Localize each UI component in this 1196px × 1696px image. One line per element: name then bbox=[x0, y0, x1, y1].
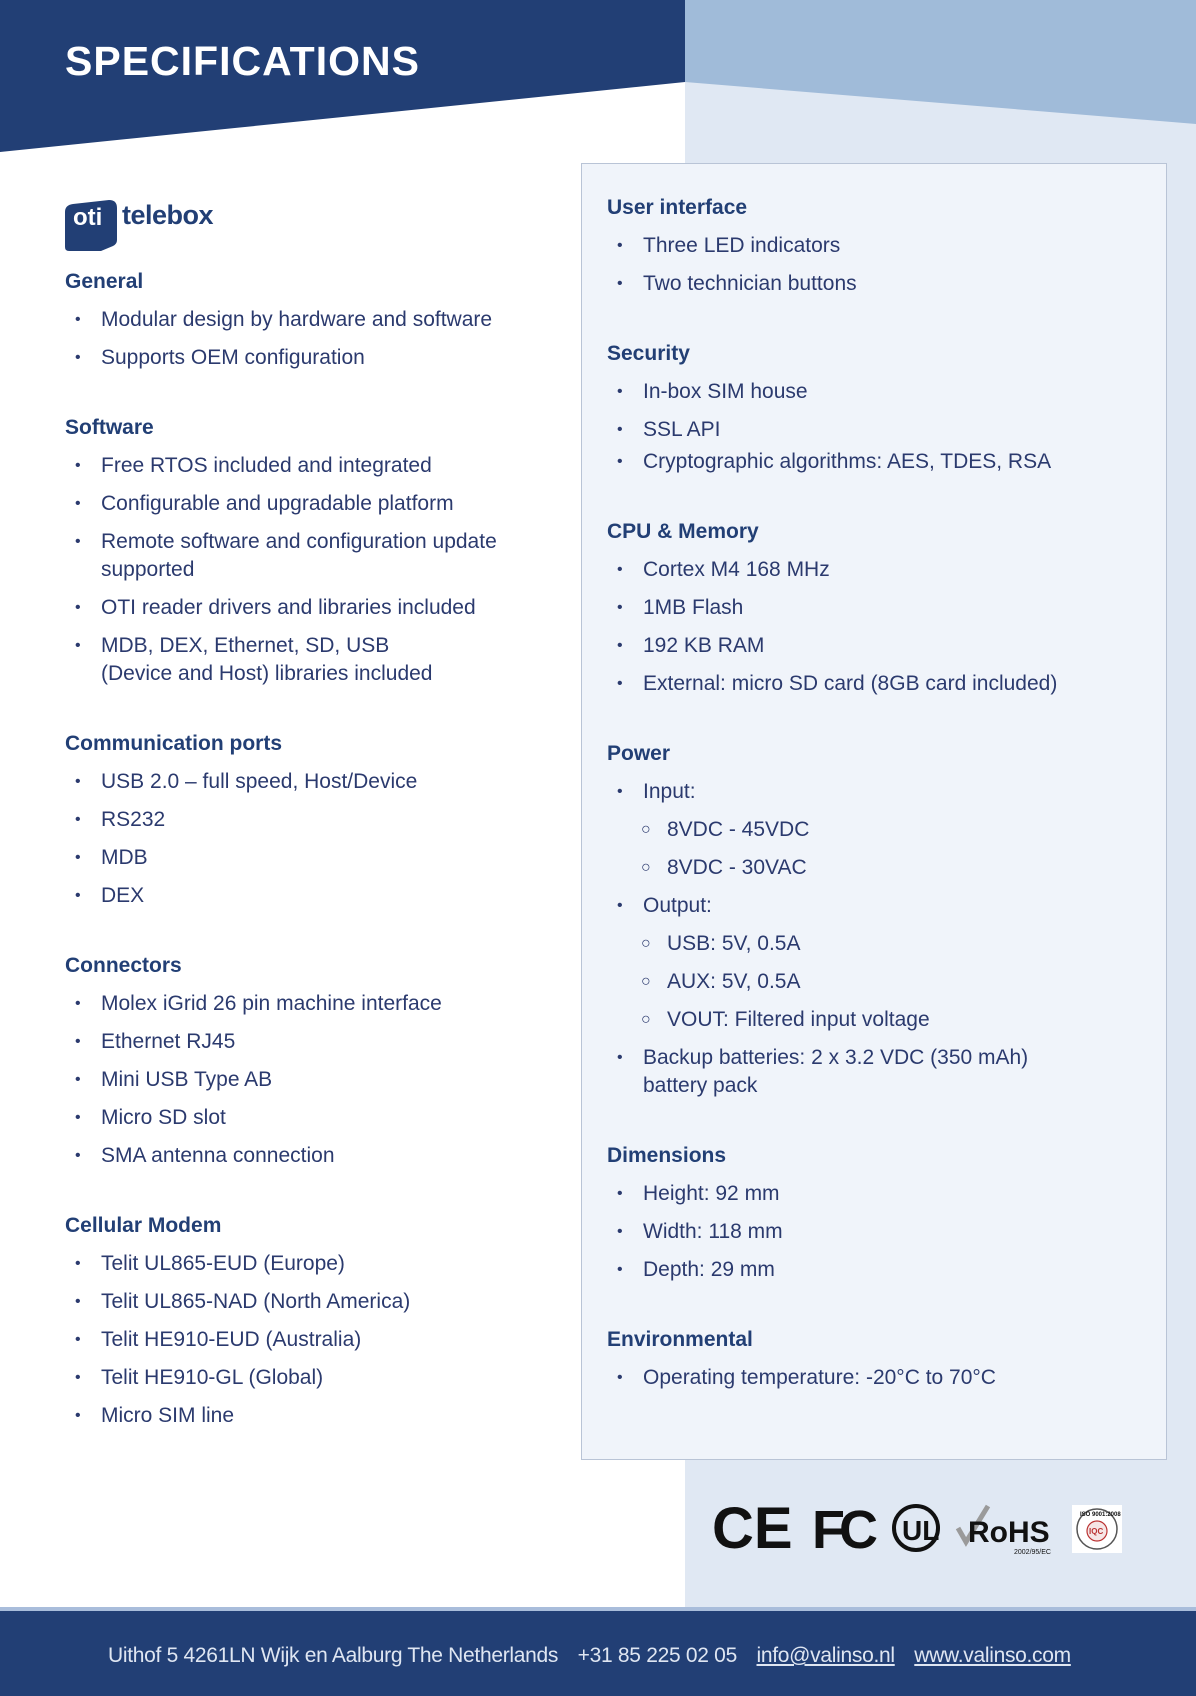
circle-bullet-icon: ○ bbox=[641, 973, 651, 990]
list-item: • Height: 92 mm bbox=[607, 1180, 1147, 1208]
section-general bbox=[65, 270, 585, 372]
sub-list-item: ○ 8VDC - 30VAC bbox=[607, 854, 1147, 882]
section-power bbox=[607, 742, 1147, 1100]
list-item: • Input: bbox=[607, 778, 1147, 806]
svg-text:ISO 9001:2008: ISO 9001:2008 bbox=[1080, 1512, 1121, 1518]
bullet-icon: • bbox=[75, 533, 81, 550]
sub-list-item: ○ VOUT: Filtered input voltage bbox=[607, 1006, 1147, 1034]
page-title: SPECIFICATIONS bbox=[65, 38, 420, 84]
list-item: • Molex iGrid 26 pin machine interface bbox=[65, 990, 585, 1018]
section-communication-ports bbox=[65, 732, 585, 910]
bullet-icon: • bbox=[75, 637, 81, 654]
section-title: Communication ports bbox=[65, 732, 283, 755]
list-item: • Three LED indicators bbox=[607, 232, 1147, 260]
section-cellular-modem bbox=[65, 1214, 585, 1430]
bullet-icon: • bbox=[75, 1407, 81, 1424]
sub-list-item: ○ USB: 5V, 0.5A bbox=[607, 930, 1147, 958]
bullet-icon: • bbox=[617, 783, 623, 800]
list-item: • External: micro SD card (8GB card included) bbox=[607, 670, 1147, 698]
ul-mark-icon bbox=[894, 1506, 939, 1550]
section-title: Security bbox=[607, 342, 690, 365]
svg-text:CE: CE bbox=[712, 1498, 793, 1558]
section-title: General bbox=[65, 270, 144, 293]
bullet-icon: • bbox=[617, 675, 623, 692]
bullet-icon: • bbox=[75, 1293, 81, 1310]
section-title: Environmental bbox=[607, 1328, 753, 1351]
ce-mark-icon bbox=[712, 1498, 793, 1558]
list-item: • Remote software and configuration update supported bbox=[75, 530, 497, 581]
list-item: • Micro SIM line bbox=[65, 1402, 585, 1430]
section-security bbox=[607, 342, 1147, 476]
bullet-icon: • bbox=[617, 275, 623, 292]
bullet-icon: • bbox=[75, 1369, 81, 1386]
list-item: • 1MB Flash bbox=[607, 594, 1147, 622]
bullet-icon: • bbox=[75, 811, 81, 828]
bullet-icon: • bbox=[617, 1261, 623, 1278]
circle-bullet-icon: ○ bbox=[641, 935, 651, 952]
bullet-icon: • bbox=[617, 421, 623, 438]
bullet-icon: • bbox=[75, 599, 81, 616]
list-item: • Backup batteries: 2 x 3.2 VDC (350 mAh) battery pack bbox=[617, 1046, 1029, 1097]
bullet-icon: • bbox=[617, 237, 623, 254]
footer bbox=[0, 1611, 1196, 1696]
rohs-mark-icon bbox=[958, 1506, 1051, 1556]
section-software bbox=[65, 416, 585, 688]
bullet-icon: • bbox=[617, 561, 623, 578]
section-dimensions bbox=[607, 1144, 1147, 1284]
bullet-icon: • bbox=[617, 599, 623, 616]
list-item: • MDB, DEX, Ethernet, SD, USB (Device and Host) libraries included bbox=[75, 634, 433, 685]
list-item: • Mini USB Type AB bbox=[65, 1066, 585, 1094]
list-item: • Cryptographic algorithms: AES, TDES, RSA bbox=[607, 448, 1147, 476]
logo-wordmark: telebox bbox=[122, 200, 214, 230]
list-item: • RS232 bbox=[65, 806, 585, 834]
bullet-icon: • bbox=[75, 773, 81, 790]
sub-list-item: ○ AUX: 5V, 0.5A bbox=[607, 968, 1147, 996]
bullet-icon: • bbox=[617, 1223, 623, 1240]
list-item: • Telit UL865-NAD (North America) bbox=[65, 1288, 585, 1316]
list-item: • Telit HE910-GL (Global) bbox=[65, 1364, 585, 1392]
bullet-icon: • bbox=[75, 311, 81, 328]
footer-phone: +31 85 225 02 05 bbox=[577, 1644, 737, 1667]
list-item: • Operating temperature: -20°C to 70°C bbox=[607, 1364, 1147, 1392]
list-item: • MDB bbox=[65, 844, 585, 872]
section-title: Power bbox=[607, 742, 671, 765]
circle-bullet-icon: ○ bbox=[641, 859, 651, 876]
list-item: • Supports OEM configuration bbox=[65, 344, 585, 372]
list-item: • Free RTOS included and integrated bbox=[65, 452, 585, 480]
list-item: • USB 2.0 – full speed, Host/Device bbox=[65, 768, 585, 796]
section-title: Dimensions bbox=[607, 1144, 727, 1167]
list-item: • OTI reader drivers and libraries included bbox=[65, 594, 585, 622]
list-item: • Telit HE910-EUD (Australia) bbox=[65, 1326, 585, 1354]
section-environmental bbox=[607, 1328, 1147, 1392]
fcc-mark-icon bbox=[812, 1500, 877, 1558]
bullet-icon: • bbox=[617, 453, 623, 470]
section-cpu-memory bbox=[607, 520, 1147, 698]
list-item: • Telit UL865-EUD (Europe) bbox=[65, 1250, 585, 1278]
circle-bullet-icon: ○ bbox=[641, 821, 651, 838]
list-item: • 192 KB RAM bbox=[607, 632, 1147, 660]
bullet-icon: • bbox=[75, 1109, 81, 1126]
bullet-icon: • bbox=[617, 1185, 623, 1202]
section-connectors bbox=[65, 954, 585, 1170]
bullet-icon: • bbox=[75, 1147, 81, 1164]
bullet-icon: • bbox=[75, 995, 81, 1012]
section-title: Software bbox=[65, 416, 154, 439]
bullet-icon: • bbox=[617, 383, 623, 400]
list-item: • SSL API bbox=[607, 416, 1147, 444]
list-item: • Micro SD slot bbox=[65, 1104, 585, 1132]
footer-address: Uithof 5 4261LN Wijk en Aalburg The Netherlands bbox=[108, 1644, 559, 1667]
bullet-icon: • bbox=[75, 1255, 81, 1272]
list-item: • Two technician buttons bbox=[607, 270, 1147, 298]
list-item: • In-box SIM house bbox=[607, 378, 1147, 406]
bullet-icon: • bbox=[75, 1033, 81, 1050]
list-item: • Output: bbox=[607, 892, 1147, 920]
bullet-icon: • bbox=[75, 457, 81, 474]
list-item: • Cortex M4 168 MHz bbox=[607, 556, 1147, 584]
left-column bbox=[65, 270, 585, 1474]
list-item: • Modular design by hardware and software bbox=[65, 306, 585, 334]
bullet-icon: • bbox=[617, 637, 623, 654]
svg-text:UL: UL bbox=[902, 1515, 940, 1546]
section-title: User interface bbox=[607, 196, 748, 219]
list-item: • Configurable and upgradable platform bbox=[65, 490, 585, 518]
circle-bullet-icon: ○ bbox=[641, 1011, 651, 1028]
svg-text:FC: FC bbox=[812, 1500, 872, 1558]
bullet-icon: • bbox=[75, 1331, 81, 1348]
list-item: • SMA antenna connection bbox=[65, 1142, 585, 1170]
sub-list-item: ○ 8VDC - 45VDC bbox=[607, 816, 1147, 844]
svg-text:IQC: IQC bbox=[1089, 1527, 1104, 1536]
specs-panel bbox=[581, 163, 1167, 1460]
list-item: • Depth: 29 mm bbox=[607, 1256, 1147, 1284]
list-item: • Ethernet RJ45 bbox=[65, 1028, 585, 1056]
bullet-icon: • bbox=[75, 1071, 81, 1088]
bullet-icon: • bbox=[75, 887, 81, 904]
section-user-interface bbox=[607, 196, 1147, 298]
bullet-icon: • bbox=[617, 1369, 623, 1386]
section-title: CPU & Memory bbox=[607, 520, 759, 543]
section-title: Connectors bbox=[65, 954, 182, 977]
list-item: • Width: 118 mm bbox=[607, 1218, 1147, 1246]
logo-badge-text: oti bbox=[73, 204, 103, 231]
right-column bbox=[607, 196, 1147, 1436]
svg-text:2002/95/EC: 2002/95/EC bbox=[1014, 1549, 1051, 1556]
bullet-icon: • bbox=[617, 897, 623, 914]
svg-text:RoHS: RoHS bbox=[968, 1516, 1050, 1549]
list-item: • DEX bbox=[65, 882, 585, 910]
certification-logos bbox=[712, 1498, 1132, 1558]
bullet-icon: • bbox=[617, 1049, 623, 1066]
bullet-icon: • bbox=[75, 349, 81, 366]
footer-email-link[interactable]: info@valinso.nl bbox=[756, 1644, 895, 1667]
bullet-icon: • bbox=[75, 495, 81, 512]
footer-contact bbox=[108, 1644, 1085, 1668]
footer-website-link[interactable]: www.valinso.com bbox=[914, 1644, 1071, 1667]
section-title: Cellular Modem bbox=[65, 1214, 222, 1237]
bullet-icon: • bbox=[75, 849, 81, 866]
iso-9001-badge-icon bbox=[1072, 1505, 1122, 1553]
oti-telebox-logo bbox=[65, 200, 235, 256]
